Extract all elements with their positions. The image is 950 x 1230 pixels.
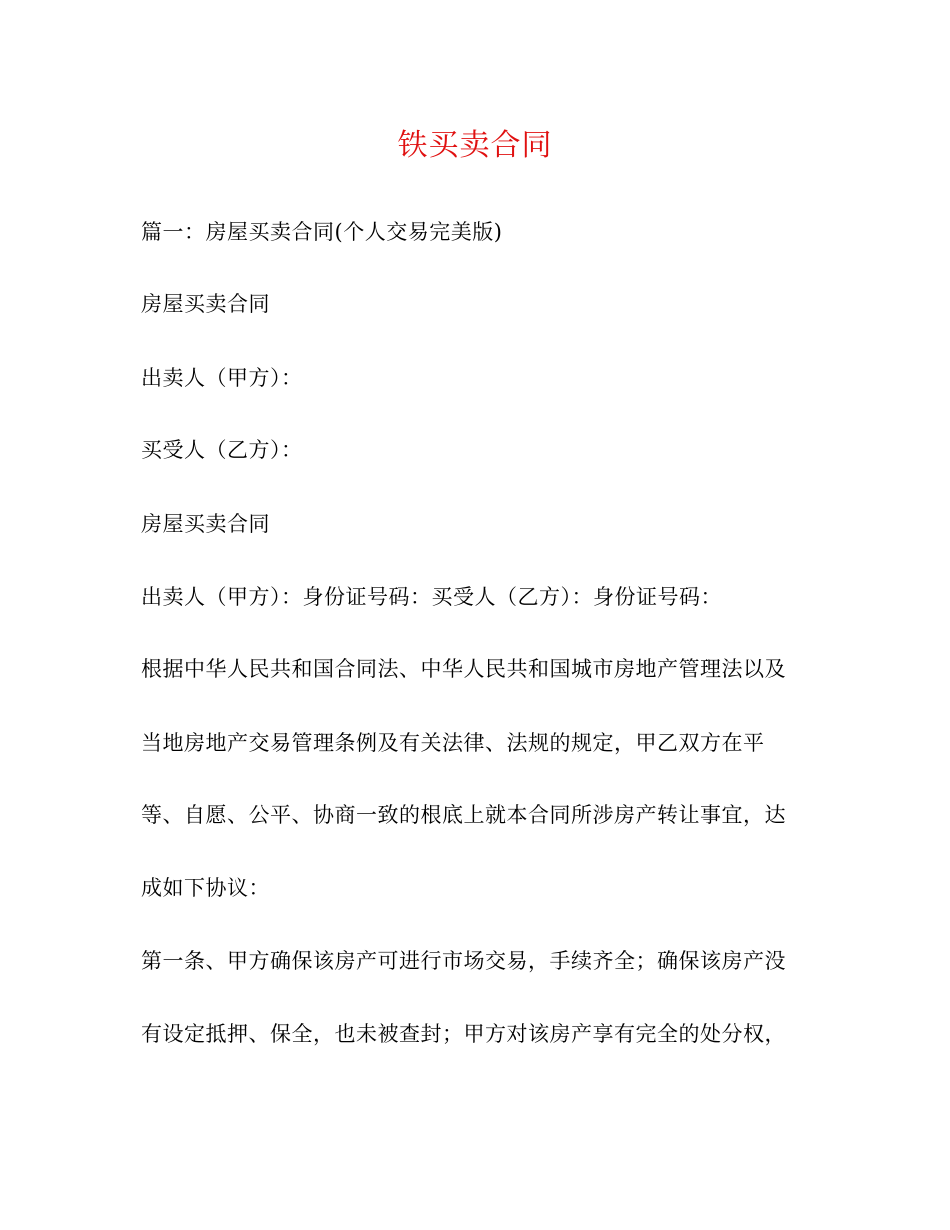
contract-name-repeat: 房屋买卖合同 [141,512,270,536]
clause-text-line: 第一条、甲方确保该房产可进行市场交易，手续齐全；确保该房产没 [141,949,786,973]
body-text-line: 等、自愿、公平、协商一致的根底上就本合同所涉房产转让事宜，达 [141,803,786,827]
seller-label: 出卖人（甲方）： [141,366,303,390]
body-text-line: 根据中华人民共和国合同法、中华人民共和国城市房地产管理法以及 [141,657,786,681]
body-text-line: 当地房地产交易管理条例及有关法律、法规的规定，甲乙双方在平 [141,731,765,755]
parties-id-line: 出卖人（甲方）：身份证号码：买受人（乙方）：身份证号码： [141,585,722,609]
body-text-line: 成如下协议： [141,876,270,900]
clause-text-line: 有设定抵押、保全，也未被查封；甲方对该房产享有完全的处分权， [141,1022,786,1046]
contract-name: 房屋买卖合同 [141,292,270,316]
document-title: 铁买卖合同 [397,128,553,163]
buyer-label: 买受人（乙方）： [141,438,303,462]
section-heading: 篇一：房屋买卖合同(个人交易完美版) [141,220,503,244]
